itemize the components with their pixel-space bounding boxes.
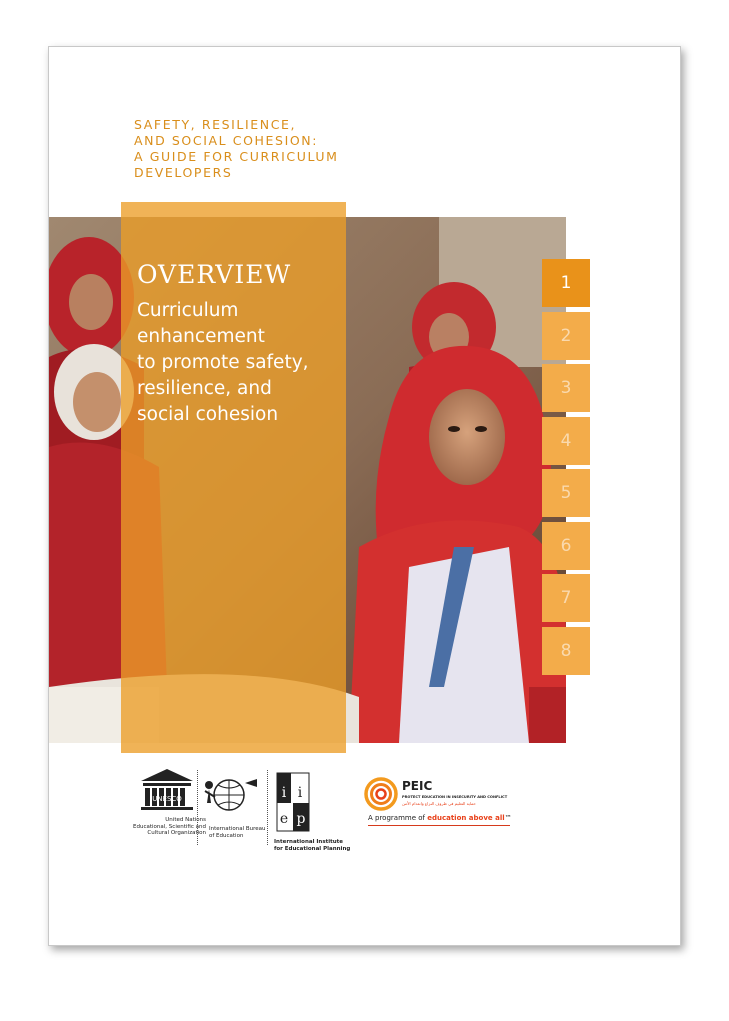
booklet-tab-7[interactable]: 7 — [542, 574, 590, 622]
caption-line: for Educational Planning — [274, 845, 351, 852]
logo-divider — [197, 770, 198, 845]
subtitle-line: resilience, and — [137, 378, 272, 399]
caption-line: United Nations — [165, 817, 206, 823]
document-cover — [48, 46, 681, 946]
peic-tagline — [368, 814, 510, 826]
svg-text:i: i — [297, 785, 303, 801]
partner-logos — [133, 767, 539, 867]
caption-line: of Education — [209, 832, 244, 839]
series-title — [134, 117, 434, 181]
svg-text:e: e — [279, 811, 289, 827]
subtitle-line: enhancement — [137, 326, 265, 347]
booklet-tab-3[interactable]: 3 — [542, 364, 590, 412]
peic-logo — [364, 777, 524, 837]
caption-line: Educational, Scientific and — [133, 823, 206, 830]
ibe-caption — [209, 826, 266, 839]
booklet-tab-2[interactable]: 2 — [542, 312, 590, 360]
title-overlay-panel — [121, 202, 346, 753]
booklet-tab-6[interactable]: 6 — [542, 522, 590, 570]
subtitle-line: to promote safety, — [137, 352, 309, 373]
subtitle-line: social cohesion — [137, 404, 279, 425]
iiep-caption — [274, 839, 350, 852]
peic-arabic-name: حماية التعليم في ظروف النزاع وانعدام الأمن — [402, 801, 476, 806]
iiep-logo — [275, 771, 311, 837]
tagline-prefix: A programme of — [368, 814, 428, 822]
caption-line: Cultural Organization — [147, 830, 206, 836]
unesco-logo — [139, 767, 199, 817]
document-title: OVERVIEW — [137, 260, 292, 289]
unesco-caption — [121, 817, 206, 837]
series-title-line: A GUIDE FOR CURRICULUM — [134, 149, 339, 164]
caption-line: International Institute — [274, 839, 344, 845]
svg-text:i: i — [281, 785, 287, 801]
svg-text:p: p — [296, 811, 306, 827]
booklet-tab-5[interactable]: 5 — [542, 469, 590, 517]
series-title-line: AND SOCIAL COHESION: — [134, 133, 319, 148]
subtitle-line: Curriculum — [137, 300, 239, 321]
series-title-line: DEVELOPERS — [134, 165, 233, 180]
tagline-brand: education above all — [427, 814, 505, 822]
svg-text:UNESCO: UNESCO — [152, 795, 182, 803]
document-subtitle — [137, 298, 342, 428]
booklet-tab-8[interactable]: 8 — [542, 627, 590, 675]
peic-spiral-icon — [364, 777, 400, 813]
logo-divider — [267, 770, 268, 845]
booklet-tab-4[interactable]: 4 — [542, 417, 590, 465]
booklet-tab-1[interactable]: 1 — [542, 259, 590, 307]
ibe-logo — [201, 773, 261, 827]
peic-name: PEIC — [402, 779, 433, 793]
tagline-tm: ™ — [504, 814, 512, 822]
booklet-number-tabs — [542, 259, 590, 679]
caption-line: International Bureau — [209, 826, 266, 832]
series-title-line: SAFETY, RESILIENCE, — [134, 117, 297, 132]
peic-full-name: PROTECT EDUCATION IN INSECURITY AND CONFLICT — [402, 795, 508, 799]
